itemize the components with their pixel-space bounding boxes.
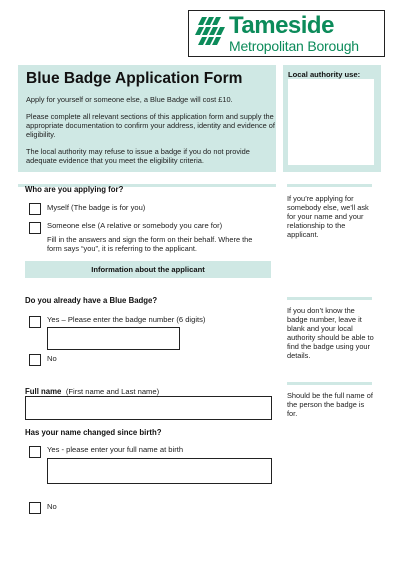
applying-for-side-hint: If you’re applying for somebody else, we’ll ask for your name and your relationship to the applicant. [287,194,369,239]
form-header-panel [18,65,276,172]
someone-else-option-label: Someone else (A relative or somebody you care for) [47,221,223,230]
refusal-text: The local authority may refuse to issue a badge if you do not provide adequate evidence that you meet the eligibility criteria. [26,147,250,165]
badge-number-side-hint: If you don’t know the badge number, leave it blank and your local authority should be able to find the badge using your details. [287,306,374,360]
existing-badge-question: Do you already have a Blue Badge? [25,296,158,305]
applying-for-question: Who are you applying for? [25,185,124,194]
name-changed-yes-label: Yes - please enter your full name at birth [47,445,184,454]
local-authority-label: Local authority use: [288,70,361,79]
applicant-info-bar [25,261,271,278]
badge-no-label: No [47,354,57,363]
full-name-label-note: (First name and Last name) [65,387,160,396]
badge-no-checkbox[interactable] [29,354,41,366]
local-authority-panel [283,65,381,172]
logo-name: Tameside [229,12,334,39]
logo-subtitle: Metropolitan Borough [229,38,359,54]
name-changed-question: Has your name changed since birth? [25,428,162,437]
full-name-label: Full name [25,387,62,396]
name-changed-no-label: No [47,502,57,511]
tameside-logo-mark-icon [194,15,226,51]
myself-checkbox[interactable] [29,203,41,215]
side-divider [287,382,372,385]
form-title: Blue Badge Application Form [26,70,243,87]
intro-text: Apply for yourself or someone else, a Blue Badge will cost £10. [26,95,233,104]
side-divider [287,184,372,187]
local-authority-box [288,79,374,165]
myself-option-label: Myself (The badge is for you) [47,203,146,212]
tameside-logo [188,10,385,57]
name-changed-no-checkbox[interactable] [29,502,41,514]
on-behalf-note: Fill in the answers and sign the form on their behalf. Where the form says “you”, it is referring to the applicant. [47,235,253,253]
someone-else-checkbox[interactable] [29,222,41,234]
full-name-input[interactable] [25,396,272,420]
birth-name-input[interactable] [47,458,272,484]
full-name-side-hint: Should be the full name of the person the badge is for. [287,391,373,418]
badge-yes-label: Yes – Please enter the badge number (6 digits) [47,315,206,324]
badge-number-input[interactable] [47,327,180,350]
side-divider [287,297,372,300]
applicant-info-title: Information about the applicant [91,265,205,274]
instructions-text: Please complete all relevant sections of this application form and supply the appropriate documentation to confirm your address, identity and evidence of eligibility. [26,112,275,139]
name-changed-yes-checkbox[interactable] [29,446,41,458]
badge-yes-checkbox[interactable] [29,316,41,328]
